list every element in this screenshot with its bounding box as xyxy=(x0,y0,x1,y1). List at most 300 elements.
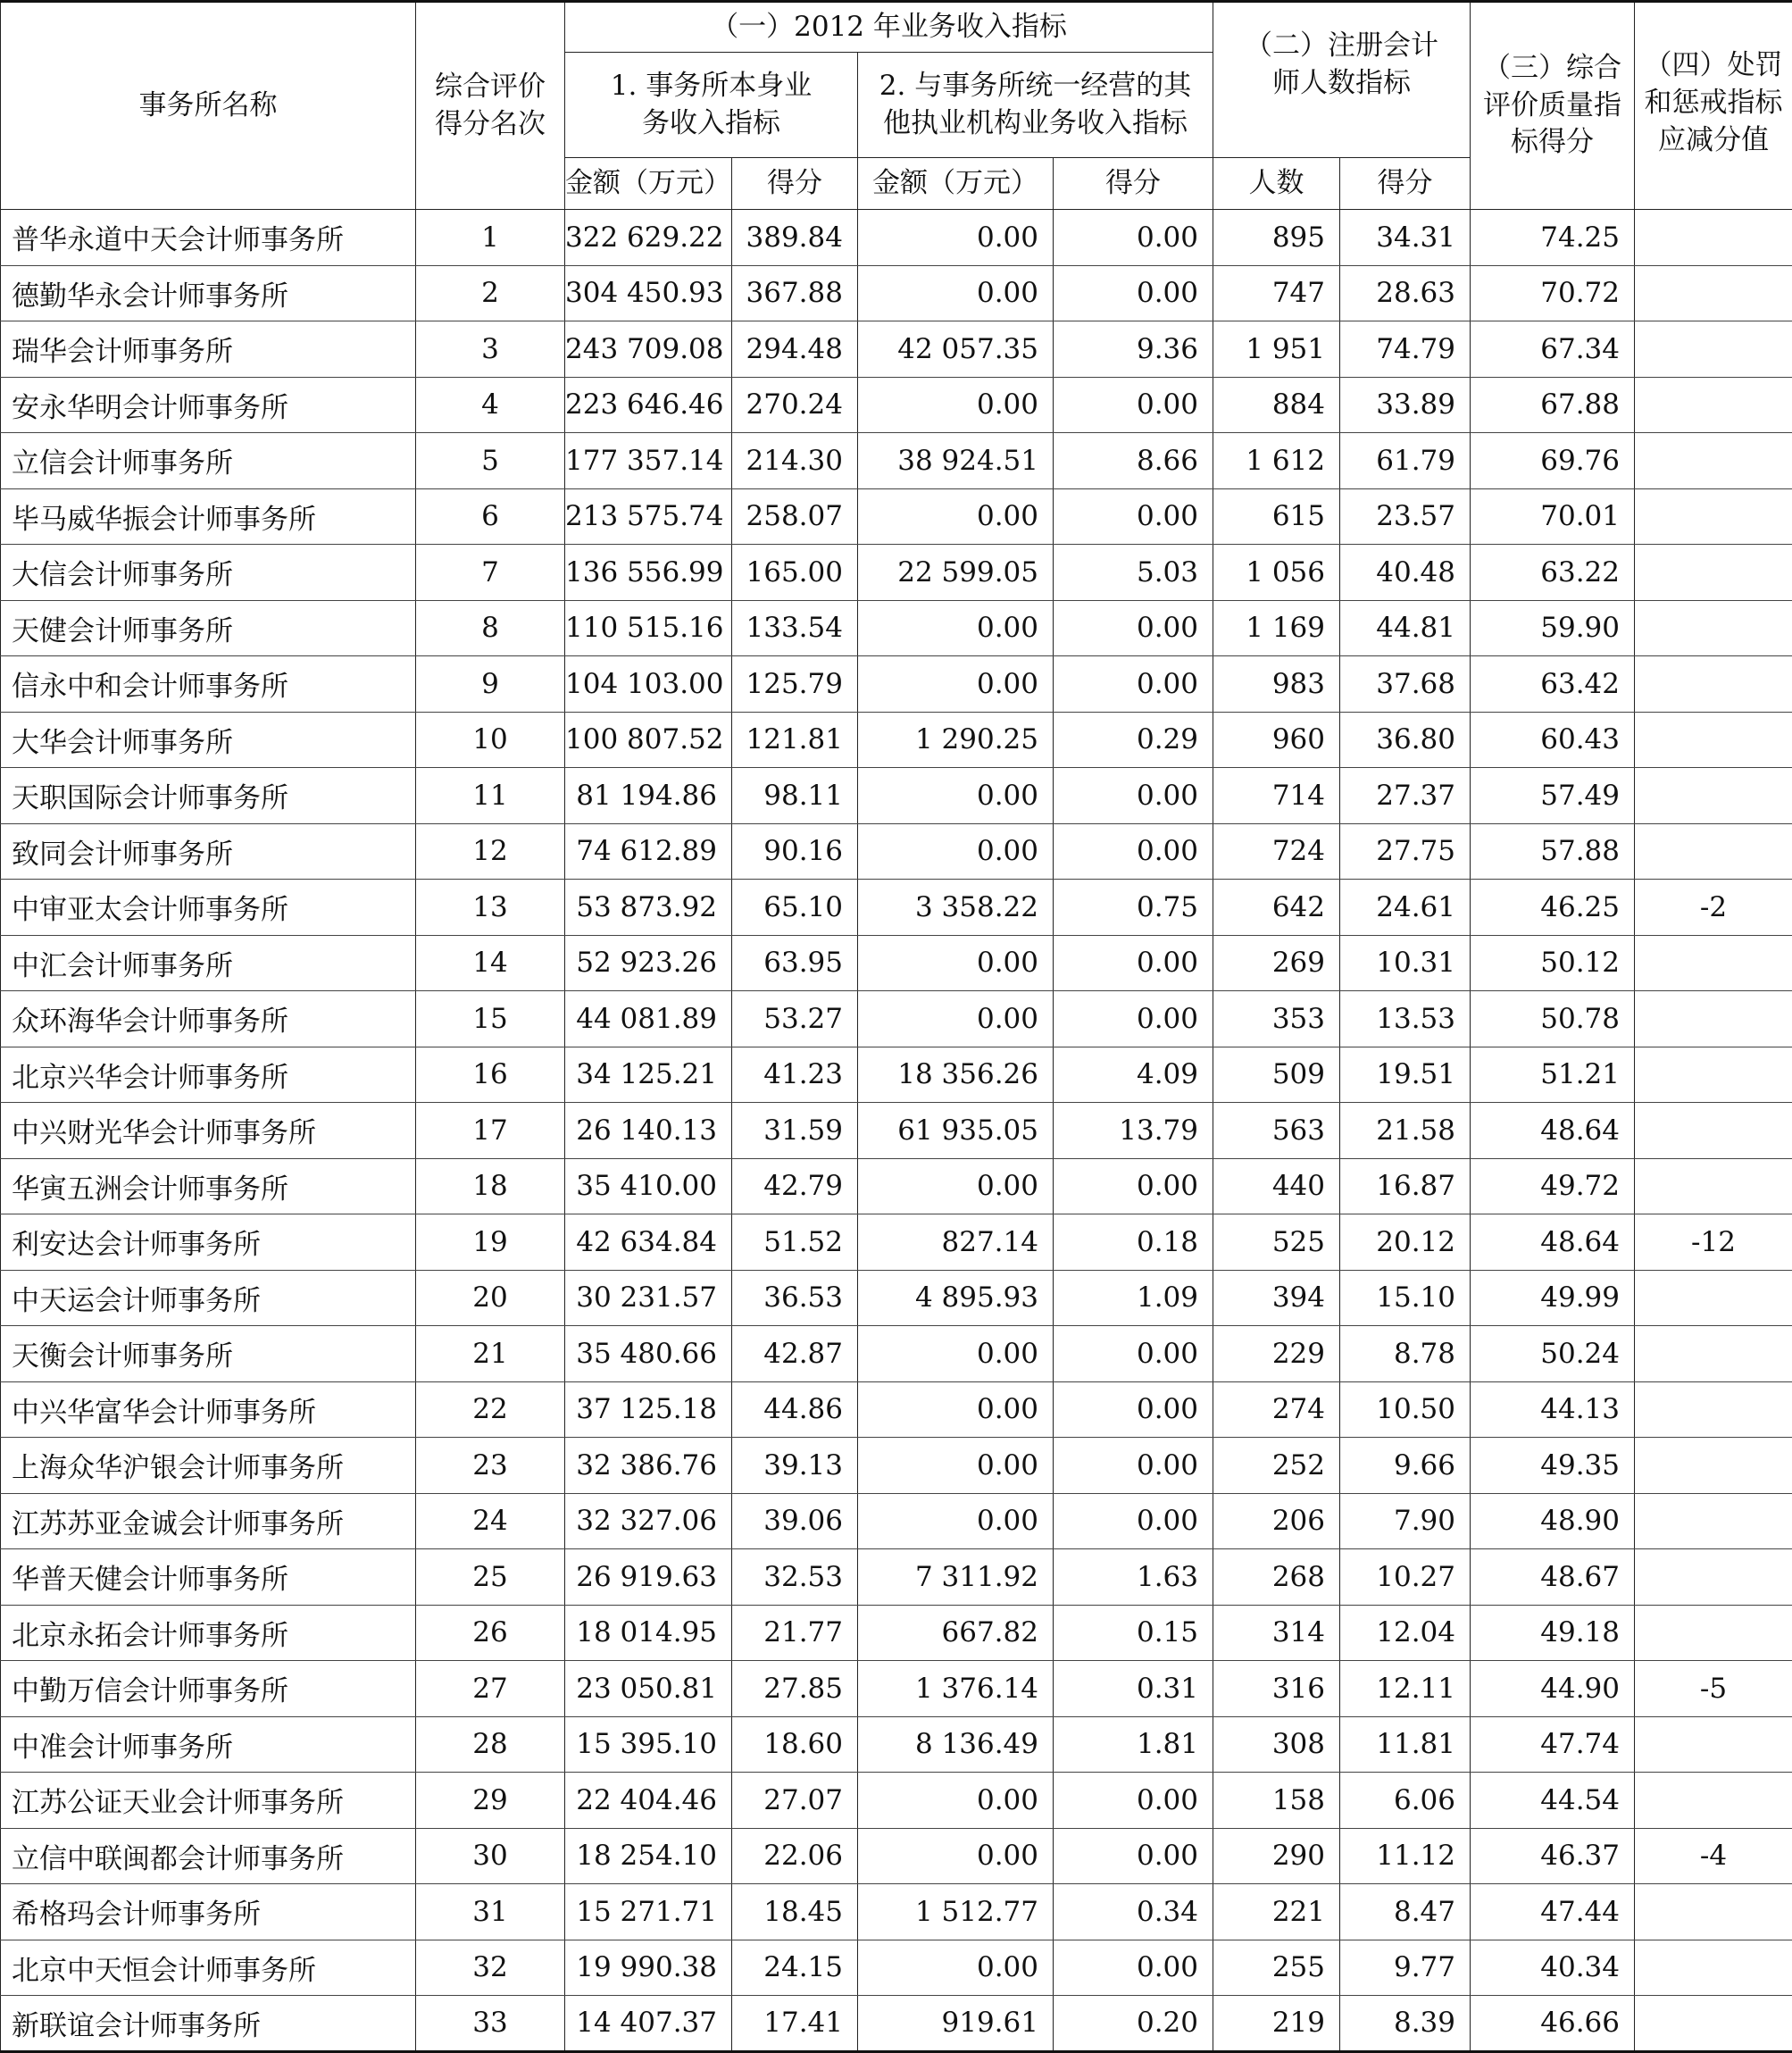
cell-own-amount: 136 556.99 xyxy=(565,545,732,601)
table-row xyxy=(1,1661,1792,1717)
cell-own-score: 389.84 xyxy=(732,210,858,266)
cell-own-amount: 53 873.92 xyxy=(565,880,732,936)
cell-quality-score: 49.18 xyxy=(1471,1605,1635,1661)
table-row xyxy=(1,433,1792,489)
cell-rank: 20 xyxy=(416,1270,565,1326)
cell-cpa-score: 7.90 xyxy=(1340,1493,1471,1549)
table-row xyxy=(1,1438,1792,1494)
cell-affiliate-score: 0.00 xyxy=(1054,1438,1213,1494)
cell-own-score: 42.87 xyxy=(732,1326,858,1382)
cell-penalty xyxy=(1635,377,1792,433)
cell-rank: 23 xyxy=(416,1438,565,1494)
cell-affiliate-score: 0.00 xyxy=(1054,1828,1213,1884)
cell-quality-score: 44.90 xyxy=(1471,1661,1635,1717)
table-row xyxy=(1,377,1792,433)
cell-quality-score: 60.43 xyxy=(1471,712,1635,768)
cell-own-amount: 37 125.18 xyxy=(565,1381,732,1438)
cell-affiliate-score: 0.00 xyxy=(1054,1326,1213,1382)
cell-rank: 7 xyxy=(416,545,565,601)
cell-own-score: 270.24 xyxy=(732,377,858,433)
cell-affiliate-amount: 0.00 xyxy=(858,1158,1054,1214)
header-quality-score: （三）综合评价质量指标得分 xyxy=(1471,2,1635,210)
cell-affiliate-score: 0.00 xyxy=(1054,265,1213,321)
cell-quality-score: 48.64 xyxy=(1471,1214,1635,1271)
table-body xyxy=(1,210,1792,2052)
cell-rank: 9 xyxy=(416,656,565,713)
cell-cpa-score: 37.68 xyxy=(1340,656,1471,713)
cell-firm-name: 瑞华会计师事务所 xyxy=(1,321,416,378)
cell-rank: 2 xyxy=(416,265,565,321)
cell-own-amount: 110 515.16 xyxy=(565,600,732,656)
cell-affiliate-score: 0.00 xyxy=(1054,1158,1213,1214)
cell-penalty xyxy=(1635,1158,1792,1214)
cell-affiliate-score: 0.00 xyxy=(1054,656,1213,713)
cell-cpa-score: 61.79 xyxy=(1340,433,1471,489)
cell-firm-name: 毕马威华振会计师事务所 xyxy=(1,488,416,545)
cell-penalty xyxy=(1635,1047,1792,1103)
cell-own-amount: 18 014.95 xyxy=(565,1605,732,1661)
cell-own-amount: 35 480.66 xyxy=(565,1326,732,1382)
cell-own-score: 18.60 xyxy=(732,1716,858,1773)
cell-firm-name: 希格玛会计师事务所 xyxy=(1,1884,416,1940)
cell-own-amount: 100 807.52 xyxy=(565,712,732,768)
cell-firm-name: 大华会计师事务所 xyxy=(1,712,416,768)
cell-own-amount: 104 103.00 xyxy=(565,656,732,713)
cell-own-score: 24.15 xyxy=(732,1940,858,1996)
cell-cpa-count: 316 xyxy=(1213,1661,1340,1717)
cell-own-amount: 32 327.06 xyxy=(565,1493,732,1549)
cell-own-amount: 26 919.63 xyxy=(565,1549,732,1606)
cell-affiliate-amount: 0.00 xyxy=(858,656,1054,713)
cell-penalty xyxy=(1635,433,1792,489)
cell-cpa-count: 1 612 xyxy=(1213,433,1340,489)
cell-firm-name: 立信会计师事务所 xyxy=(1,433,416,489)
table-row xyxy=(1,1381,1792,1438)
cell-affiliate-amount: 7 311.92 xyxy=(858,1549,1054,1606)
cell-affiliate-score: 0.15 xyxy=(1054,1605,1213,1661)
cell-firm-name: 新联谊会计师事务所 xyxy=(1,1996,416,2052)
cell-cpa-count: 724 xyxy=(1213,823,1340,880)
cell-own-amount: 30 231.57 xyxy=(565,1270,732,1326)
cell-rank: 28 xyxy=(416,1716,565,1773)
header-own-score: 得分 xyxy=(732,158,858,210)
cell-cpa-score: 9.66 xyxy=(1340,1438,1471,1494)
cell-affiliate-score: 0.20 xyxy=(1054,1996,1213,2052)
cell-cpa-score: 34.31 xyxy=(1340,210,1471,266)
cell-affiliate-amount: 0.00 xyxy=(858,991,1054,1047)
cell-affiliate-score: 0.18 xyxy=(1054,1214,1213,1271)
cell-cpa-score: 12.11 xyxy=(1340,1661,1471,1717)
cell-quality-score: 48.67 xyxy=(1471,1549,1635,1606)
cell-cpa-score: 11.81 xyxy=(1340,1716,1471,1773)
header-own-revenue: 1. 事务所本身业务收入指标 xyxy=(565,53,858,158)
cell-cpa-score: 6.06 xyxy=(1340,1773,1471,1829)
cell-affiliate-amount: 3 358.22 xyxy=(858,880,1054,936)
cell-firm-name: 中勤万信会计师事务所 xyxy=(1,1661,416,1717)
cell-penalty xyxy=(1635,935,1792,991)
cell-affiliate-amount: 8 136.49 xyxy=(858,1716,1054,1773)
cell-firm-name: 安永华明会计师事务所 xyxy=(1,377,416,433)
cell-own-amount: 304 450.93 xyxy=(565,265,732,321)
cell-own-score: 121.81 xyxy=(732,712,858,768)
cell-quality-score: 49.35 xyxy=(1471,1438,1635,1494)
cell-affiliate-amount: 1 512.77 xyxy=(858,1884,1054,1940)
cell-quality-score: 70.01 xyxy=(1471,488,1635,545)
cell-firm-name: 华普天健会计师事务所 xyxy=(1,1549,416,1606)
cell-cpa-score: 8.78 xyxy=(1340,1326,1471,1382)
cell-own-amount: 42 634.84 xyxy=(565,1214,732,1271)
cell-affiliate-score: 1.63 xyxy=(1054,1549,1213,1606)
cell-penalty xyxy=(1635,1493,1792,1549)
cell-cpa-score: 28.63 xyxy=(1340,265,1471,321)
cell-affiliate-score: 0.00 xyxy=(1054,488,1213,545)
table-row xyxy=(1,935,1792,991)
cell-penalty xyxy=(1635,712,1792,768)
cell-own-amount: 243 709.08 xyxy=(565,321,732,378)
cell-cpa-count: 290 xyxy=(1213,1828,1340,1884)
cell-cpa-score: 9.77 xyxy=(1340,1940,1471,1996)
header-cpa-count: 人数 xyxy=(1213,158,1340,210)
cell-own-score: 39.06 xyxy=(732,1493,858,1549)
cell-quality-score: 46.25 xyxy=(1471,880,1635,936)
cell-own-amount: 35 410.00 xyxy=(565,1158,732,1214)
cell-rank: 1 xyxy=(416,210,565,266)
cell-cpa-score: 11.12 xyxy=(1340,1828,1471,1884)
header-affiliate-revenue: 2. 与事务所统一经营的其他执业机构业务收入指标 xyxy=(858,53,1213,158)
cell-firm-name: 大信会计师事务所 xyxy=(1,545,416,601)
cell-cpa-score: 8.39 xyxy=(1340,1996,1471,2052)
cell-own-amount: 34 125.21 xyxy=(565,1047,732,1103)
cell-cpa-count: 206 xyxy=(1213,1493,1340,1549)
cell-penalty: -4 xyxy=(1635,1828,1792,1884)
cell-firm-name: 天健会计师事务所 xyxy=(1,600,416,656)
cell-affiliate-score: 5.03 xyxy=(1054,545,1213,601)
cell-cpa-count: 308 xyxy=(1213,1716,1340,1773)
cell-rank: 15 xyxy=(416,991,565,1047)
cell-quality-score: 57.88 xyxy=(1471,823,1635,880)
cell-affiliate-score: 0.29 xyxy=(1054,712,1213,768)
cell-firm-name: 利安达会计师事务所 xyxy=(1,1214,416,1271)
cell-affiliate-amount: 22 599.05 xyxy=(858,545,1054,601)
cell-cpa-count: 895 xyxy=(1213,210,1340,266)
cell-cpa-score: 13.53 xyxy=(1340,991,1471,1047)
cell-own-score: 90.16 xyxy=(732,823,858,880)
cell-affiliate-amount: 0.00 xyxy=(858,1940,1054,1996)
cell-quality-score: 51.21 xyxy=(1471,1047,1635,1103)
cell-affiliate-amount: 0.00 xyxy=(858,935,1054,991)
cell-own-score: 367.88 xyxy=(732,265,858,321)
cell-quality-score: 57.49 xyxy=(1471,768,1635,824)
cell-quality-score: 49.72 xyxy=(1471,1158,1635,1214)
cell-own-score: 18.45 xyxy=(732,1884,858,1940)
cell-own-score: 21.77 xyxy=(732,1605,858,1661)
cell-quality-score: 44.54 xyxy=(1471,1773,1635,1829)
cell-own-amount: 213 575.74 xyxy=(565,488,732,545)
cell-affiliate-score: 0.00 xyxy=(1054,935,1213,991)
cell-quality-score: 63.22 xyxy=(1471,545,1635,601)
cell-own-score: 27.07 xyxy=(732,1773,858,1829)
cell-penalty xyxy=(1635,1103,1792,1159)
cell-penalty xyxy=(1635,488,1792,545)
cell-penalty xyxy=(1635,1270,1792,1326)
cell-cpa-count: 884 xyxy=(1213,377,1340,433)
cell-quality-score: 47.74 xyxy=(1471,1716,1635,1773)
cell-cpa-count: 714 xyxy=(1213,768,1340,824)
cell-quality-score: 44.13 xyxy=(1471,1381,1635,1438)
cell-penalty xyxy=(1635,1605,1792,1661)
cell-affiliate-amount: 919.61 xyxy=(858,1996,1054,2052)
cell-affiliate-amount: 1 376.14 xyxy=(858,1661,1054,1717)
cell-quality-score: 69.76 xyxy=(1471,433,1635,489)
table-row xyxy=(1,1270,1792,1326)
cell-rank: 26 xyxy=(416,1605,565,1661)
cell-cpa-count: 158 xyxy=(1213,1773,1340,1829)
cell-cpa-score: 33.89 xyxy=(1340,377,1471,433)
cell-firm-name: 中兴财光华会计师事务所 xyxy=(1,1103,416,1159)
cell-rank: 3 xyxy=(416,321,565,378)
cell-affiliate-amount: 0.00 xyxy=(858,768,1054,824)
cell-affiliate-amount: 0.00 xyxy=(858,488,1054,545)
cell-firm-name: 北京兴华会计师事务所 xyxy=(1,1047,416,1103)
cell-affiliate-amount: 0.00 xyxy=(858,265,1054,321)
cell-affiliate-amount: 0.00 xyxy=(858,1773,1054,1829)
cell-affiliate-score: 0.00 xyxy=(1054,210,1213,266)
cell-penalty xyxy=(1635,1773,1792,1829)
cell-own-score: 258.07 xyxy=(732,488,858,545)
cell-affiliate-score: 1.09 xyxy=(1054,1270,1213,1326)
cell-affiliate-score: 0.31 xyxy=(1054,1661,1213,1717)
cell-firm-name: 中审亚太会计师事务所 xyxy=(1,880,416,936)
cell-cpa-score: 8.47 xyxy=(1340,1884,1471,1940)
cell-cpa-score: 12.04 xyxy=(1340,1605,1471,1661)
cell-affiliate-amount: 18 356.26 xyxy=(858,1047,1054,1103)
cell-own-amount: 14 407.37 xyxy=(565,1996,732,2052)
cell-quality-score: 63.42 xyxy=(1471,656,1635,713)
cell-penalty xyxy=(1635,600,1792,656)
table-row xyxy=(1,1773,1792,1829)
cell-affiliate-amount: 0.00 xyxy=(858,1381,1054,1438)
cell-cpa-score: 23.57 xyxy=(1340,488,1471,545)
table-row xyxy=(1,1326,1792,1382)
cell-cpa-score: 74.79 xyxy=(1340,321,1471,378)
cell-penalty xyxy=(1635,1549,1792,1606)
cell-affiliate-amount: 38 924.51 xyxy=(858,433,1054,489)
cell-affiliate-score: 0.00 xyxy=(1054,377,1213,433)
cell-affiliate-score: 0.34 xyxy=(1054,1884,1213,1940)
cell-cpa-score: 27.75 xyxy=(1340,823,1471,880)
cell-affiliate-amount: 0.00 xyxy=(858,1493,1054,1549)
header-firm-name: 事务所名称 xyxy=(1,2,416,210)
cell-cpa-score: 10.31 xyxy=(1340,935,1471,991)
cell-cpa-count: 983 xyxy=(1213,656,1340,713)
cell-affiliate-score: 0.00 xyxy=(1054,600,1213,656)
cell-own-score: 214.30 xyxy=(732,433,858,489)
cell-affiliate-amount: 61 935.05 xyxy=(858,1103,1054,1159)
table-row xyxy=(1,823,1792,880)
cell-penalty: -12 xyxy=(1635,1214,1792,1271)
cell-affiliate-amount: 0.00 xyxy=(858,377,1054,433)
cell-cpa-count: 509 xyxy=(1213,1047,1340,1103)
cell-own-amount: 19 990.38 xyxy=(565,1940,732,1996)
cell-affiliate-score: 0.00 xyxy=(1054,768,1213,824)
cell-affiliate-amount: 0.00 xyxy=(858,600,1054,656)
cell-rank: 14 xyxy=(416,935,565,991)
cell-quality-score: 46.66 xyxy=(1471,1996,1635,2052)
cell-own-amount: 15 395.10 xyxy=(565,1716,732,1773)
cell-quality-score: 50.78 xyxy=(1471,991,1635,1047)
cell-cpa-count: 353 xyxy=(1213,991,1340,1047)
cell-affiliate-amount: 0.00 xyxy=(858,1828,1054,1884)
cell-quality-score: 59.90 xyxy=(1471,600,1635,656)
cell-penalty xyxy=(1635,1381,1792,1438)
cell-own-amount: 223 646.46 xyxy=(565,377,732,433)
cell-firm-name: 德勤华永会计师事务所 xyxy=(1,265,416,321)
cell-penalty xyxy=(1635,1884,1792,1940)
table-row xyxy=(1,768,1792,824)
cell-firm-name: 上海众华沪银会计师事务所 xyxy=(1,1438,416,1494)
cell-quality-score: 70.72 xyxy=(1471,265,1635,321)
cell-cpa-count: 642 xyxy=(1213,880,1340,936)
cell-penalty xyxy=(1635,991,1792,1047)
cell-affiliate-score: 0.00 xyxy=(1054,1773,1213,1829)
cell-own-score: 27.85 xyxy=(732,1661,858,1717)
cell-own-score: 41.23 xyxy=(732,1047,858,1103)
cell-penalty xyxy=(1635,1438,1792,1494)
cell-penalty xyxy=(1635,210,1792,266)
table-row xyxy=(1,1549,1792,1606)
header-own-amount: 金额（万元） xyxy=(565,158,732,210)
cell-rank: 31 xyxy=(416,1884,565,1940)
cell-cpa-score: 36.80 xyxy=(1340,712,1471,768)
cell-rank: 29 xyxy=(416,1773,565,1829)
cell-penalty: -5 xyxy=(1635,1661,1792,1717)
cell-affiliate-score: 0.00 xyxy=(1054,991,1213,1047)
cell-cpa-count: 747 xyxy=(1213,265,1340,321)
cell-cpa-count: 219 xyxy=(1213,1996,1340,2052)
cell-firm-name: 北京中天恒会计师事务所 xyxy=(1,1940,416,1996)
table-row xyxy=(1,1493,1792,1549)
table-row xyxy=(1,712,1792,768)
cell-own-amount: 32 386.76 xyxy=(565,1438,732,1494)
cell-cpa-count: 314 xyxy=(1213,1605,1340,1661)
cell-affiliate-amount: 827.14 xyxy=(858,1214,1054,1271)
cell-own-score: 22.06 xyxy=(732,1828,858,1884)
cell-rank: 8 xyxy=(416,600,565,656)
table-row xyxy=(1,265,1792,321)
cell-rank: 19 xyxy=(416,1214,565,1271)
table-row xyxy=(1,545,1792,601)
table-row xyxy=(1,488,1792,545)
cell-penalty xyxy=(1635,321,1792,378)
cell-affiliate-amount: 0.00 xyxy=(858,823,1054,880)
table-row xyxy=(1,321,1792,378)
header-penalty: （四）处罚和惩戒指标应减分值 xyxy=(1635,2,1792,210)
cell-rank: 17 xyxy=(416,1103,565,1159)
cell-penalty xyxy=(1635,1326,1792,1382)
table-row xyxy=(1,1884,1792,1940)
cell-affiliate-score: 8.66 xyxy=(1054,433,1213,489)
cell-affiliate-amount: 1 290.25 xyxy=(858,712,1054,768)
cell-affiliate-amount: 0.00 xyxy=(858,1326,1054,1382)
cell-own-amount: 18 254.10 xyxy=(565,1828,732,1884)
cell-own-score: 125.79 xyxy=(732,656,858,713)
cell-rank: 24 xyxy=(416,1493,565,1549)
cell-cpa-count: 221 xyxy=(1213,1884,1340,1940)
cell-penalty: -2 xyxy=(1635,880,1792,936)
cell-own-score: 98.11 xyxy=(732,768,858,824)
cell-affiliate-amount: 0.00 xyxy=(858,210,1054,266)
cell-own-amount: 81 194.86 xyxy=(565,768,732,824)
cell-rank: 32 xyxy=(416,1940,565,1996)
cell-cpa-count: 563 xyxy=(1213,1103,1340,1159)
cell-affiliate-score: 4.09 xyxy=(1054,1047,1213,1103)
header-affiliate-amount: 金额（万元） xyxy=(858,158,1054,210)
cell-own-amount: 26 140.13 xyxy=(565,1103,732,1159)
cell-affiliate-score: 13.79 xyxy=(1054,1103,1213,1159)
cell-rank: 5 xyxy=(416,433,565,489)
table-row xyxy=(1,1103,1792,1159)
cell-own-amount: 177 357.14 xyxy=(565,433,732,489)
cell-rank: 25 xyxy=(416,1549,565,1606)
table-row xyxy=(1,600,1792,656)
cell-cpa-count: 252 xyxy=(1213,1438,1340,1494)
cell-quality-score: 50.24 xyxy=(1471,1326,1635,1382)
cell-rank: 12 xyxy=(416,823,565,880)
cell-rank: 13 xyxy=(416,880,565,936)
cell-own-amount: 15 271.71 xyxy=(565,1884,732,1940)
cell-own-score: 63.95 xyxy=(732,935,858,991)
cell-firm-name: 江苏苏亚金诚会计师事务所 xyxy=(1,1493,416,1549)
cell-cpa-count: 1 056 xyxy=(1213,545,1340,601)
header-revenue-group: （一）2012 年业务收入指标 xyxy=(565,2,1213,53)
table-row xyxy=(1,1214,1792,1271)
cell-rank: 10 xyxy=(416,712,565,768)
cell-quality-score: 49.99 xyxy=(1471,1270,1635,1326)
cell-own-amount: 22 404.46 xyxy=(565,1773,732,1829)
cell-own-score: 165.00 xyxy=(732,545,858,601)
cell-cpa-score: 19.51 xyxy=(1340,1047,1471,1103)
cell-rank: 4 xyxy=(416,377,565,433)
cell-firm-name: 中准会计师事务所 xyxy=(1,1716,416,1773)
cell-cpa-score: 10.27 xyxy=(1340,1549,1471,1606)
cell-own-score: 31.59 xyxy=(732,1103,858,1159)
cell-own-score: 44.86 xyxy=(732,1381,858,1438)
cell-quality-score: 67.34 xyxy=(1471,321,1635,378)
cell-cpa-score: 44.81 xyxy=(1340,600,1471,656)
cell-affiliate-score: 0.00 xyxy=(1054,1493,1213,1549)
cell-own-score: 36.53 xyxy=(732,1270,858,1326)
cell-rank: 21 xyxy=(416,1326,565,1382)
cell-firm-name: 信永中和会计师事务所 xyxy=(1,656,416,713)
cell-own-score: 17.41 xyxy=(732,1996,858,2052)
cell-quality-score: 50.12 xyxy=(1471,935,1635,991)
cell-rank: 33 xyxy=(416,1996,565,2052)
cell-affiliate-score: 0.00 xyxy=(1054,1940,1213,1996)
cell-penalty xyxy=(1635,1716,1792,1773)
cell-own-score: 65.10 xyxy=(732,880,858,936)
cell-cpa-score: 21.58 xyxy=(1340,1103,1471,1159)
cell-firm-name: 江苏公证天业会计师事务所 xyxy=(1,1773,416,1829)
cell-own-score: 42.79 xyxy=(732,1158,858,1214)
cell-affiliate-score: 0.00 xyxy=(1054,823,1213,880)
cell-cpa-score: 16.87 xyxy=(1340,1158,1471,1214)
cell-quality-score: 46.37 xyxy=(1471,1828,1635,1884)
cell-cpa-count: 1 951 xyxy=(1213,321,1340,378)
cell-own-score: 32.53 xyxy=(732,1549,858,1606)
cell-firm-name: 中兴华富华会计师事务所 xyxy=(1,1381,416,1438)
cell-penalty xyxy=(1635,545,1792,601)
header-cpa-score: 得分 xyxy=(1340,158,1471,210)
